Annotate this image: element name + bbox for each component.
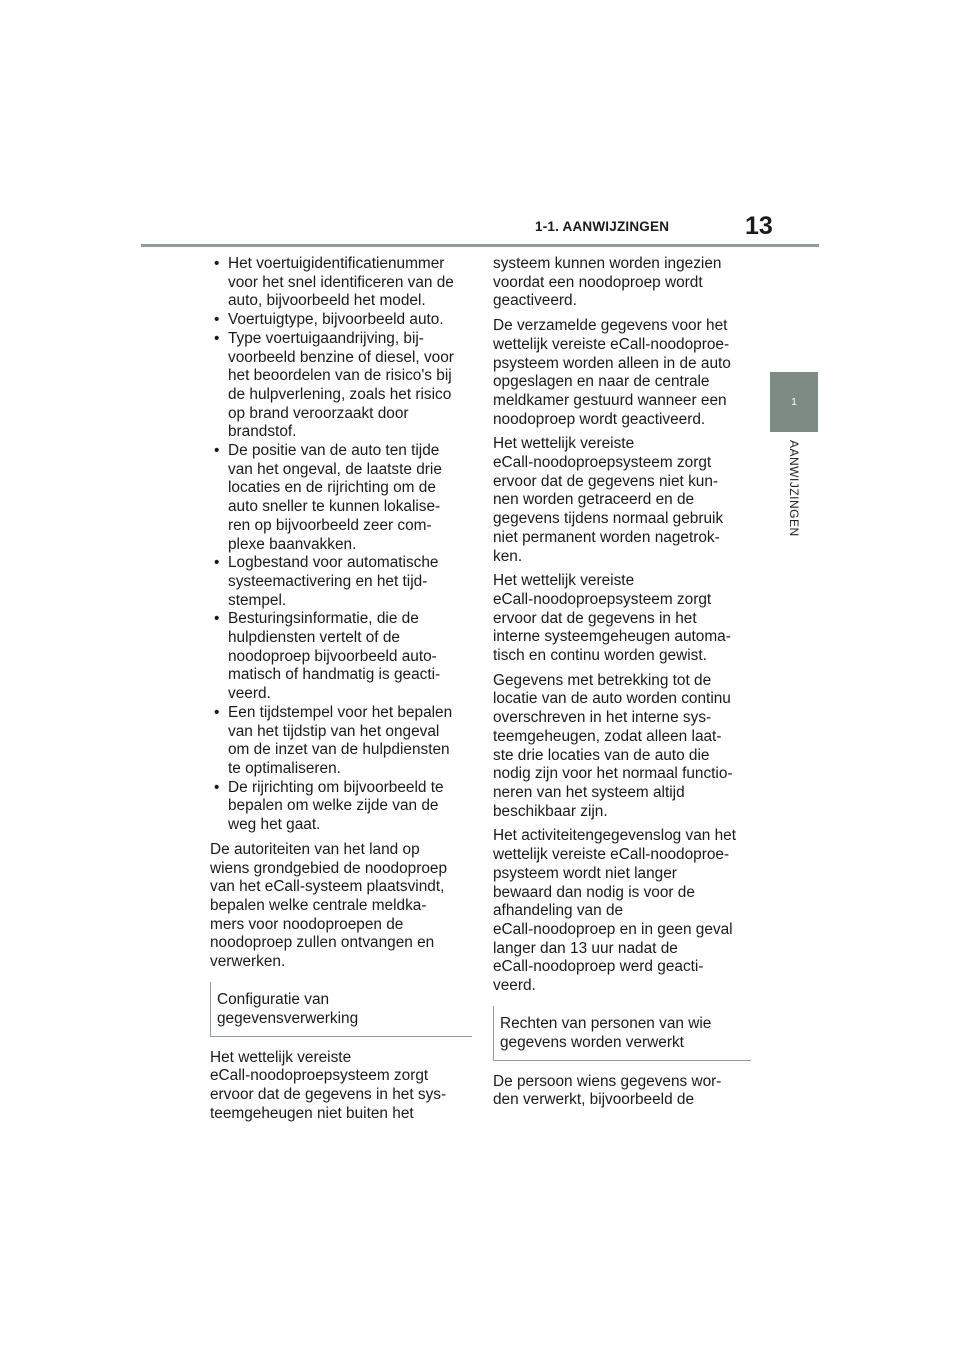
line: wettelijk vereiste eCall-noodoproe- [493,846,730,864]
line: meldkamer gestuurd wanneer een [493,391,727,409]
line: wiens grondgebied de noodoproep [210,859,448,877]
line: noodoproep bijvoorbeeld auto- [228,647,437,665]
line: Type voertuigaandrijving, bij- [228,329,424,347]
line: Het wettelijk vereiste [493,435,635,453]
page-number: 13 [745,212,773,240]
line: op brand veroorzaakt door [228,404,409,422]
section-header: 1-1. AANWIJZINGEN [535,219,670,234]
line: veerd. [228,685,271,703]
line: tisch en continu worden gewist. [493,647,707,665]
chapter-tab-label: AANWIJZINGEN [787,440,801,537]
line: den verwerkt, bijvoorbeeld de [493,1091,695,1109]
line: matisch of handmatig is geacti- [228,666,441,684]
line: systeemactivering en het tijd- [228,572,428,590]
line: De autoriteiten van het land op [210,840,420,858]
line: eCall-noodoproep werd geacti- [493,958,704,976]
list-item [210,554,472,610]
line: Het activiteitengegevenslog van het [493,827,736,845]
line: te optimaliseren. [228,759,341,777]
line: bewaard dan nodig is voor de [493,883,695,901]
list-item [210,779,472,835]
line: van het eCall-systeem plaatsvindt, [210,878,445,896]
line: afhandeling van de [493,902,624,920]
line: ken. [493,547,523,565]
line: om de inzet van de hulpdiensten [228,741,450,759]
line: noodoproep wordt geactiveerd. [493,410,706,428]
line: ervoor dat de gegevens in het sys- [210,1086,447,1104]
line: Een tijdstempel voor het bepalen [228,703,453,721]
line: gegevens worden verwerkt [500,1033,684,1051]
line: weg het gaat. [228,816,321,834]
line: mers voor noodoproepen de [210,915,404,933]
line: De rijrichting om bijvoorbeeld te [228,778,444,796]
line: systeem kunnen worden ingezien [493,255,722,272]
line: nodig zijn voor het normaal functio- [493,765,733,783]
paragraph [493,672,751,822]
line: Het wettelijk vereiste [493,572,635,590]
line: eCall-noodoproepsysteem zorgt [493,454,712,472]
line: bepalen welke centrale meldka- [210,896,427,914]
line: overschreven in het interne sys- [493,709,712,727]
bullet-list [210,255,472,835]
line: teemgeheugen niet buiten het [210,1104,414,1122]
paragraph-rights [493,1073,751,1110]
list-item [210,311,472,330]
line: Besturingsinformatie, die de [228,610,419,628]
list-item [210,255,472,311]
chapter-tab-number: 1 [791,396,797,408]
paragraph-configuration [210,1049,472,1124]
line: voorbeeld benzine of diesel, voor [228,348,454,366]
line: het beoordelen van de risico's bij [228,367,452,385]
line: De verzamelde gegevens voor het [493,317,728,335]
line: auto sneller te kunnen lokalise- [228,498,441,516]
list-item [210,704,472,779]
paragraph [493,317,751,429]
line: De positie van de auto ten tijde [228,442,440,460]
line: voor het snel identificeren van de [228,273,454,291]
line: gegevensverwerking [217,1009,359,1027]
line: van het tijdstip van het ongeval [228,722,440,740]
line: eCall-noodoproepsysteem zorgt [493,590,712,608]
line: ervoor dat de gegevens niet kun- [493,472,719,490]
chapter-tab[interactable] [770,372,818,432]
line: eCall-noodoproep en in geen geval [493,920,733,938]
line: noodoproep zullen ontvangen en [210,934,435,952]
line: hulpdiensten vertelt of de [228,629,400,647]
line: ste drie locaties van de auto die [493,746,710,764]
paragraph-authorities [210,841,472,972]
list-item [210,330,472,442]
line: opgeslagen en naar de centrale [493,373,710,391]
line: ren op bijvoorbeeld zeer com- [228,516,432,534]
subheading-configuration [210,982,472,1037]
line: locatie van de auto worden continu [493,690,731,708]
line: voordat een noodoproep wordt [493,273,703,291]
line: brandstof. [228,423,297,441]
paragraph [493,572,751,666]
paragraph [493,827,751,995]
line: neren van het systeem altijd [493,783,685,801]
subheading-rights [493,1006,751,1061]
line: ervoor dat de gegevens in het [493,609,697,627]
line: beschikbaar zijn. [493,802,608,820]
line: locaties en de rijrichting om de [228,479,436,497]
line: langer dan 13 uur nadat de [493,939,678,957]
line: auto, bijvoorbeeld het model. [228,292,426,310]
line: veerd. [493,977,536,995]
list-item [210,442,472,554]
line: psysteem worden alleen in de auto [493,354,731,372]
header-divider [141,244,819,247]
line: niet permanent worden nagetrok- [493,528,720,546]
line: verwerken. [210,953,286,971]
paragraph [493,255,751,311]
line: De persoon wiens gegevens wor- [493,1072,722,1090]
line: gegevens tijdens normaal gebruik [493,510,724,528]
line: Logbestand voor automatische [228,554,439,572]
list-item [210,610,472,704]
line: wettelijk vereiste eCall-noodoproe- [493,335,730,353]
line: van het ongeval, de laatste drie [228,460,442,478]
line: Het wettelijk vereiste [210,1048,352,1066]
line: bepalen om welke zijde van de [228,797,439,815]
line: plexe baanvakken. [228,535,357,553]
line: stempel. [228,591,287,609]
line: Configuratie van [217,990,330,1008]
line: interne systeemgeheugen automa- [493,628,731,646]
line: psysteem wordt niet langer [493,864,677,882]
line: nen worden getraceerd en de [493,491,695,509]
right-column [493,255,751,1110]
line: teemgeheugen, zodat alleen laat- [493,727,722,745]
line: eCall-noodoproepsysteem zorgt [210,1067,429,1085]
paragraph [493,435,751,566]
line: Het voertuigidentificatienummer [228,255,445,272]
line: Rechten van personen van wie [500,1014,712,1032]
line: Voertuigtype, bijvoorbeeld auto. [228,311,444,329]
line: geactiveerd. [493,292,577,310]
line: Gegevens met betrekking tot de [493,671,712,689]
left-column [210,255,472,1124]
line: de hulpverlening, zoals het risico [228,385,452,403]
